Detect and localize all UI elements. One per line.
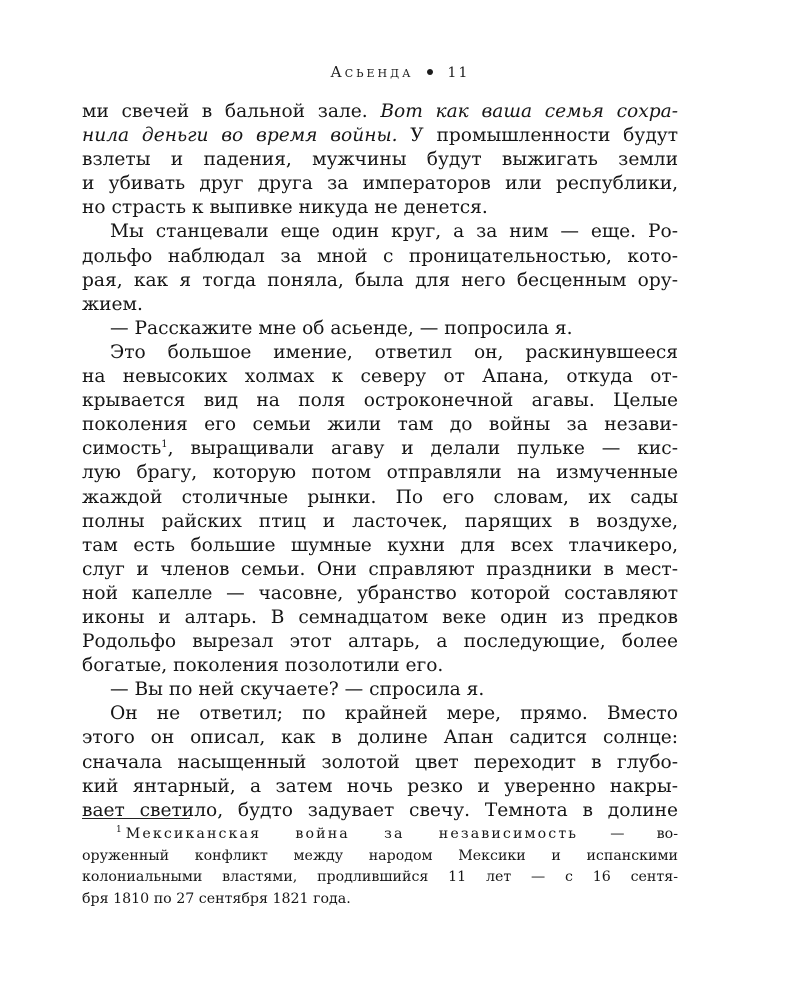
text-line-30: вает светило, будто задувает свечу. Темнота в долине: [82, 799, 678, 821]
text-line-8: рая, как я тогда поняла, была для него бесценным ору-: [82, 269, 678, 291]
italic-phrase: Вот как ваша семья сохра-: [380, 101, 678, 122]
text-line-17: жаждой столичные рынки. По его словам, их сады: [82, 486, 678, 508]
footnote-line-4: бря 1810 по 27 сентября 1821 года.: [82, 890, 351, 907]
text-line-7: дольфо наблюдал за мной с проницательностью, кото-: [82, 245, 678, 267]
text-line-27: этого он описал, как в долине Апан садится солнце:: [82, 727, 678, 749]
text-line-24: богатые, поколения позолотили его.: [82, 655, 444, 677]
running-header: [0, 62, 800, 83]
footnote-line-2: оруженный конфликт между народом Мексики и испанскими: [82, 847, 678, 864]
text-line-21: ной капелле — часовне, убранство которой составляют: [82, 582, 678, 604]
text-line-5: но страсть к выпивке никуда не денется.: [82, 197, 488, 219]
footnote-line-1: $^1$ Мексиканская война за независимость — во-: [116, 825, 679, 842]
header-bullet-icon: [427, 69, 433, 75]
text-line-16: лую брагу, которую потом отправляли на измученные: [82, 462, 678, 484]
footnote-marker: 1: [116, 825, 122, 836]
text-line-15: симость$^1$, выращивали агаву и делали пульке — кис-: [82, 438, 678, 460]
text-line-3: взлеты и падения, мужчины будут выжигать земли: [82, 149, 678, 171]
text-line-4: и убивать друг друга за императоров или республики,: [82, 173, 678, 195]
text-line-19: там есть большие шумные кухни для всех тлачикеро,: [82, 534, 678, 556]
text-line-25: — Вы по ней скучаете? — спросила я.: [110, 679, 485, 701]
footnote-ref: 1: [161, 439, 168, 451]
footnote: [82, 824, 678, 910]
text-line-29: кий янтарный, а затем ночь резко и уверенно накры-: [82, 775, 678, 797]
footnote-spaced-term: Мексиканская война за независимость: [125, 826, 579, 842]
text-line-2: нила деньги во время войны. У промышленности будут: [82, 125, 678, 147]
text-line-14: поколения его семьи жили там до войны за незави-: [82, 414, 678, 436]
text-line-22: иконы и алтарь. В семнадцатом веке один из предков: [82, 606, 678, 628]
text-line-23: Родольфо вырезал этот алтарь, а последующие, более: [82, 631, 678, 653]
text-line-9: жием.: [82, 293, 143, 315]
text-line-12: на невысоких холмах к северу от Апана, откуда от-: [82, 366, 678, 388]
text-line-11: Это большое имение, ответил он, раскинувшееся: [110, 341, 678, 363]
text-line-13: крывается вид на поля остроконечной агавы. Целые: [82, 390, 678, 412]
text-line-10: — Расскажите мне об асьенде, — попросила я.: [110, 317, 573, 339]
italic-phrase: нила деньги во время войны.: [82, 125, 398, 147]
text-line-18: полны райских птиц и ласточек, парящих в воздухе,: [82, 510, 678, 532]
text-line-28: сначала насыщенный золотой цвет переходит в глубо-: [82, 751, 678, 773]
footnote-divider: [82, 818, 190, 819]
text-line-20: слуг и членов семьи. Они справляют праздники в мест-: [82, 558, 678, 580]
page-number: 11: [447, 65, 470, 81]
running-title: Асьенда: [330, 63, 414, 81]
footnote-line-3: колониальными властями, продлившийся 11 лет — с 16 сентя-: [82, 869, 678, 885]
text-line-6: Мы станцевали еще один круг, а за ним — еще. Ро-: [110, 221, 678, 243]
text-line-1: ми свечей в бальной зале. Вот как ваша семья сохра-: [82, 101, 678, 122]
text-line-26: Он не ответил; по крайней мере, прямо. Вместо: [110, 703, 678, 725]
body-text: [82, 100, 678, 823]
